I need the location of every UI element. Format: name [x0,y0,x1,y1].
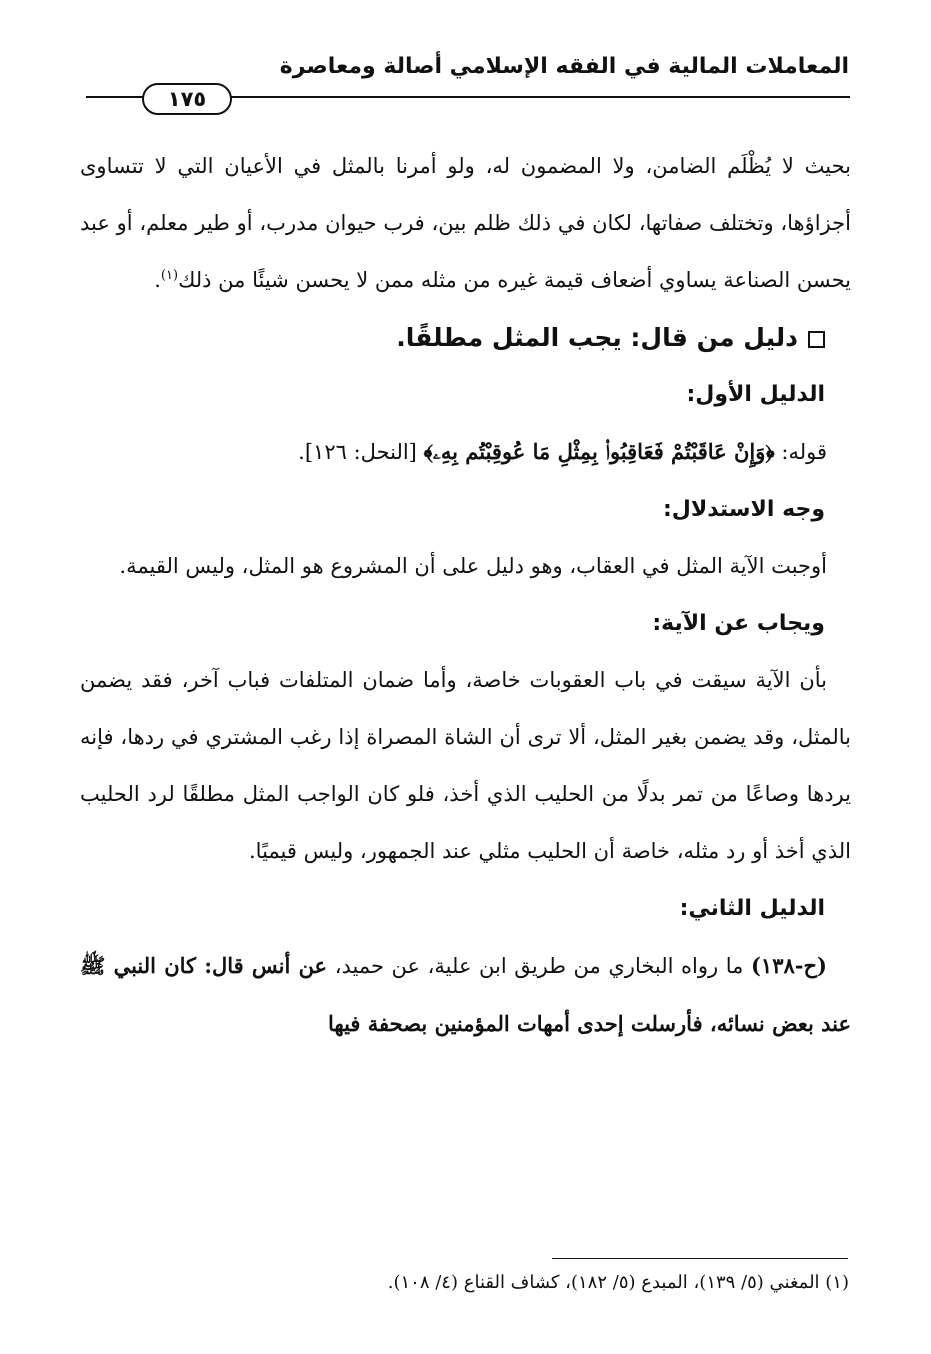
hadith-reference: (ح-١٣٨) [750,953,827,978]
paragraph-1: بحيث لا يُظْلَم الضامن، ولا المضمون له، ولو أمرنا بالمثل في الأعيان التي لا تتساوى أجزاؤها، وتختلف صفاتها، لكان في ذلك ظلم بين، فرب حيوان مدرب، أو طير معلم، أو عبد يحسن الصناعة يساوي أضعاف قيمة غيره من مثله ممن لا يحسن شيئًا من ذلك$^{(١)}$. [80,154,851,292]
section-heading: دليل من قال: يجب المثل مطلقًا. [80,309,851,366]
paragraph-2: أوجبت الآية المثل في العقاب، وهو دليل على أن المشروع هو المثل، وليس القيمة. [119,554,827,578]
paragraph-4: (ح-١٣٨) ما رواه البخاري من طريق ابن علية، عن حميد، عن أنس قال: كان النبي ﷺ عند بعض نسائه، فأرسلت إحدى أمهات المؤمنين بصحفة فيها [80,953,851,1036]
hadith-text: عن أنس قال: كان النبي ﷺ عند بعض نسائه، فأرسلت إحدى أمهات المؤمنين بصحفة فيها [80,953,851,1036]
quran-verse: ﴿وَإِنْ عَاقَبْتُمْ فَعَاقِبُوا۟ بِمِثْلِ مَا عُوقِبْتُم بِهِۦ﴾ [423,439,775,464]
heading-reply: ويجاب عن الآية: [652,611,825,636]
heading-second-evidence: الدليل الثاني: [679,896,825,921]
main-text [80,138,851,1053]
footnote-marker[interactable]: (١) [160,268,179,283]
heading-first-evidence: الدليل الأول: [686,382,825,407]
footnote: (١) المغني (٥/ ١٣٩)، المبدع (٥/ ١٨٢)، كشاف القناع (٤/ ١٠٨). [387,1272,849,1293]
heading-inference: وجه الاستدلال: [662,497,825,522]
checkbox-square-icon [808,331,825,348]
footnote-rule [552,1258,848,1259]
verse-line [80,423,851,481]
paragraph-3: بأن الآية سيقت في باب العقوبات خاصة، وأما ضمان المتلفات فباب آخر، فقد يضمن بالمثل، وقد يضمن بغير المثل، ألا ترى أن الشاة المصراة إذا رغب المشتري في ردها، فإنه يردها وصاعًا من تمر بدلًا من الحليب الذي أخذ، فلو كان الواجب المثل مطلقًا لرد الحليب الذي أخذ أو رد مثله، خاصة أن الحليب مثلي عند الجمهور، وليس قيميًا. [80,668,851,863]
verse-reference: [النحل: ١٢٦]. [298,440,417,464]
verse-intro: قوله: [781,440,827,464]
running-header-title: المعاملات المالية في الفقه الإسلامي أصالة ومعاصرة [279,54,849,79]
page-number: ١٧٥ [142,83,232,115]
